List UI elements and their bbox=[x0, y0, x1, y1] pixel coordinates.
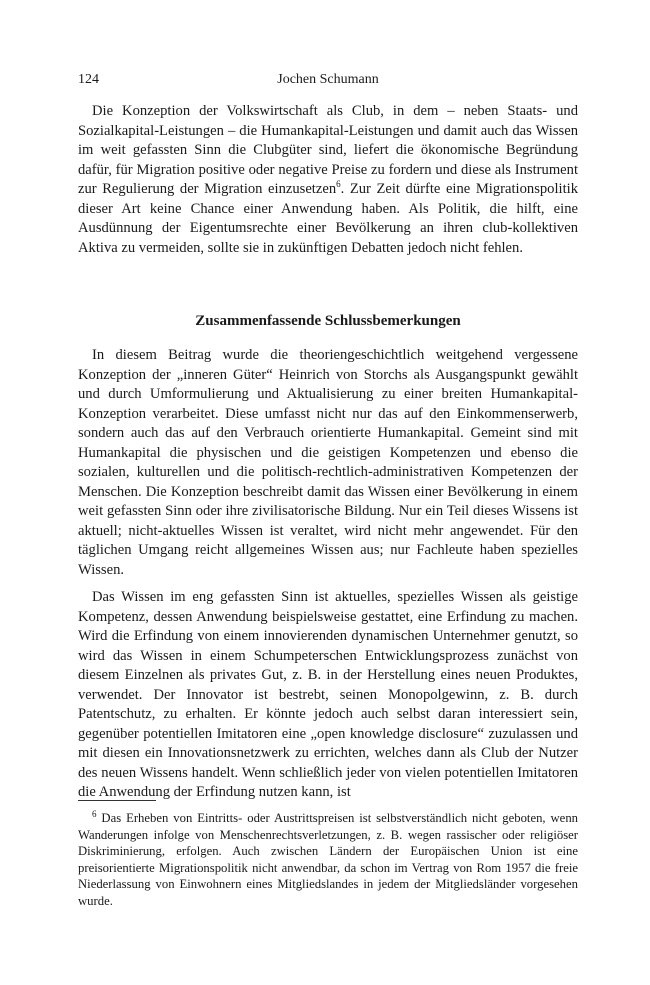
footnote-text: Das Erheben von Eintritts- oder Austrittspreisen ist selbstverständlich nicht geboten, wenn Wanderungen infolge von Menschenrechtsverletzungen, z. B. wegen rassischer oder religiöser Diskriminierung, erfolgen. Auch zwischen Ländern der Europäischen Union ist eine preisorientierte Migrationspolitik nicht anwendbar, da schon im Vertrag von Rom 1957 die freie Niederlassung von Einwohnern eines Mitgliedslandes in jedem der Mitgliedsländer vorgesehen wurde. bbox=[78, 811, 579, 908]
footnote bbox=[78, 810, 578, 910]
paragraph-text: Die Konzeption der Volkswirtschaft als Club, in dem – neben Staats- und Sozialkapital-Leistungen – die Humankapital-Leistungen und damit auch das Wissen im weit gefassten Sinn die Clubgüter sind, liefert die ökonomische Begründung dafür, für Migration positive oder negative Preise zu fordern und diese als Instrument zur Regulierung der Migration einzusetzen bbox=[78, 103, 578, 197]
section-body bbox=[78, 346, 578, 803]
paragraph-summary-2: Das Wissen im eng gefassten Sinn ist aktuelles, spezielles Wissen als geistige Kompetenz, dessen Anwendung beispielsweise gestattet, eine Erfindung zu machen. Wird die Erfindung von einem innovierenden dynamischen Unternehmer genutzt, so wird das Wissen in einem Schumpeterschen Entwicklungsprozess zunächst von diesem Einzelnen als privates Gut, z. B. in der Herstellung eines neuen Produktes, verwendet. Der Innovator ist bestrebt, seinen Monopolgewinn, z. B. durch Patentschutz, zu erhalten. Er könnte jedoch auch selbst daran interessiert sein, gegenüber potentiellen Imitatoren eine „open knowledge disclosure“ zuzulassen und mit diesen ein Innovationsnetzwerk zu errichten, welches dann als Club der Nutzer des neuen Wissens handelt. Wenn schließlich jeder von vielen potentiellen Imitatoren die Anwendung der Erfindung nutzen kann, ist bbox=[78, 589, 578, 800]
footnote-paragraph bbox=[78, 810, 578, 910]
paragraph-migration-club bbox=[78, 102, 578, 258]
paragraph bbox=[78, 102, 578, 258]
paragraph-summary-1: In diesem Beitrag wurde die theoriengeschichtlich weitgehend vergessene Konzeption der „inneren Güter“ Heinrich von Storchs als Ausgangspunkt gewählt und durch Umformulierung und Aktualisierung zu einer breiten Humankapital-Konzeption verarbeitet. Diese umfasst nicht nur das auf den Einkommenserwerb, sondern auch das auf den Verbrauch orientierte Humankapital. Gemeint sind mit Humankapital die physischen und die geistigen Kompetenzen und ebenso die sozialen, kulturellen und die politisch-rechtlich-administrativen Kompetenzen der Menschen. Die Konzeption beschreibt damit das Wissen einer Bevölkerung in einem weit gefassten Sinn oder ihre zivilisatorische Bildung. Nur ein Teil dieses Wissens ist aktuell; nicht-aktuelles Wissen ist veraltet, wird nicht mehr angewendet. Für den täglichen Umgang reicht allgemeines Wissen aus; nur Fachleute haben spezielles Wissen. bbox=[78, 347, 578, 578]
page-number: 124 bbox=[78, 72, 99, 87]
footnote-number: 6 bbox=[92, 808, 97, 819]
footnote-reference[interactable]: 6 bbox=[336, 179, 341, 190]
running-head bbox=[78, 72, 578, 90]
section-heading: Zusammenfassende Schlussbemerkungen bbox=[195, 313, 461, 329]
running-head-author: Jochen Schumann bbox=[277, 72, 379, 87]
paragraph-text-continued: . Zur Zeit dürfte eine Migrationspolitik dieser Art keine Chance einer Anwendung haben. Als Politik, die hilft, eine Ausdünnung der Eigentumsrechte einer Bevölkerung an ihren club-kollektiven Aktiva zu vermeiden, sollte sie in zukünftigen Debatten jedoch nicht fehlen. bbox=[78, 181, 578, 256]
footnote-separator bbox=[78, 800, 156, 801]
